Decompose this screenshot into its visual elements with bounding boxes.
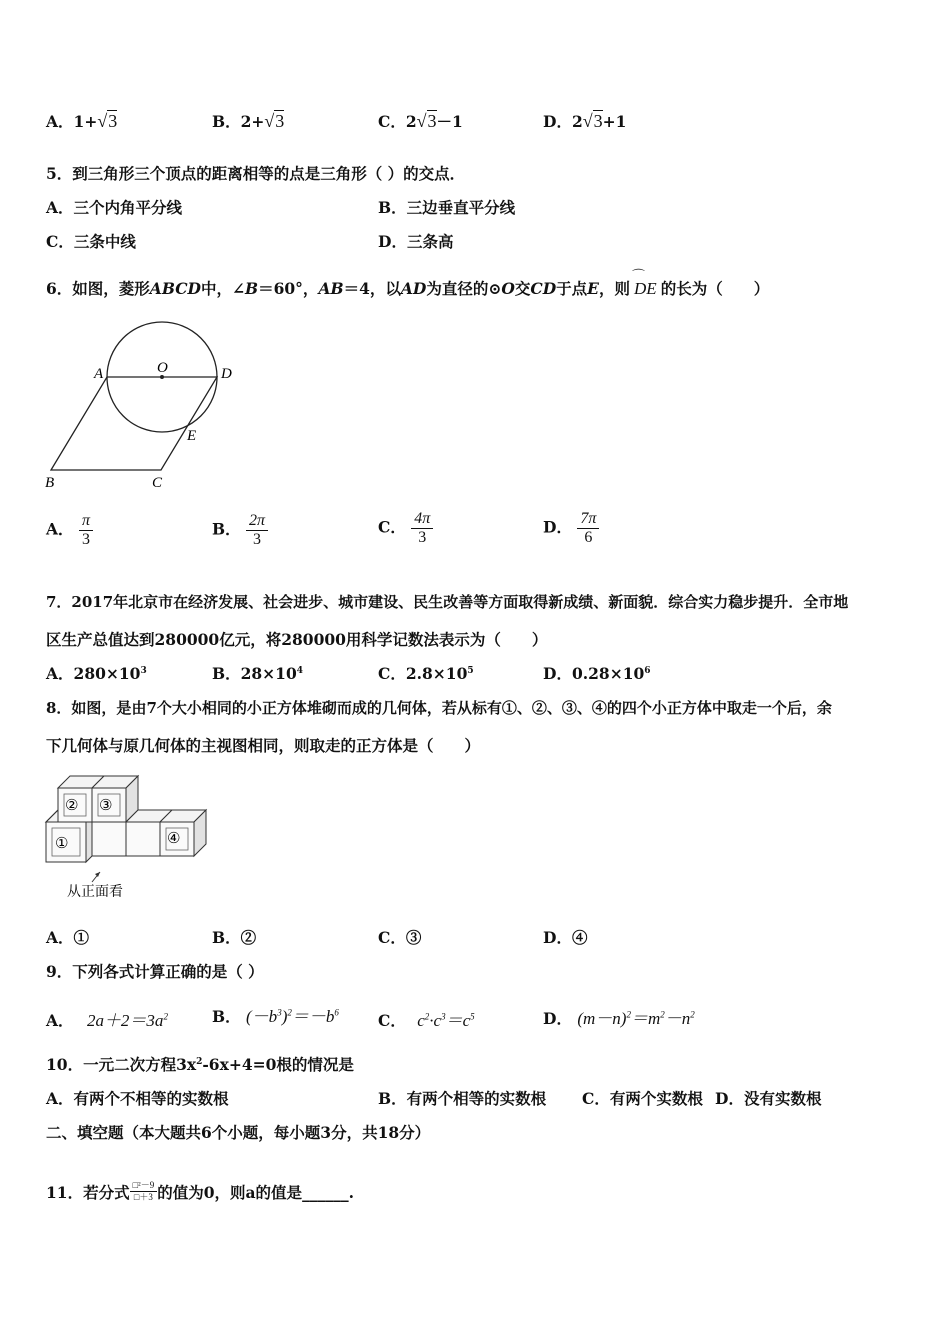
math-var: AD	[400, 279, 427, 298]
exponent: 2	[690, 1009, 695, 1020]
text: 于点	[556, 279, 588, 298]
q10-option-a: A．有两个不相等的实数根	[46, 1089, 229, 1108]
q6-option-a	[46, 512, 93, 549]
expr-part: c	[417, 1011, 425, 1030]
q7-option-a	[46, 662, 147, 684]
math-var: DE	[634, 279, 657, 298]
exponent: 3	[140, 665, 147, 676]
radicand: 3	[593, 111, 603, 131]
q6-option-b	[212, 512, 268, 549]
text: 6．如图，菱形	[46, 279, 150, 298]
option-suffix: －1	[436, 112, 463, 131]
q5-option-c: C．三条中线	[46, 232, 136, 251]
denominator: □＋3	[133, 1192, 153, 1202]
exponent: 2	[660, 1009, 665, 1020]
arc-de	[630, 269, 661, 299]
q9-option-a	[46, 1006, 168, 1031]
label-circle-1: ①	[55, 834, 69, 852]
option-label: A．	[46, 1011, 74, 1030]
expr-part: ＝c	[445, 1011, 471, 1030]
option-label: B．	[212, 1007, 241, 1026]
text: 10．一元二次方程3x	[46, 1055, 197, 1074]
q4-option-b	[212, 110, 284, 132]
option-base: 0.28×10	[571, 664, 645, 683]
sqrt-expression: √3	[416, 111, 437, 131]
math-expression	[417, 1011, 474, 1030]
q9-option-c	[378, 1006, 475, 1031]
math-expression	[577, 1009, 694, 1028]
rhombus-circle-figure	[40, 315, 250, 495]
option-label: D．	[543, 112, 572, 131]
radicand: 3	[275, 111, 285, 131]
radicand: 3	[108, 111, 118, 131]
expr-part: ·c	[429, 1011, 442, 1030]
view-arrow-head	[95, 872, 100, 877]
cube-stack-figure	[40, 770, 215, 900]
q4-option-a	[46, 110, 117, 132]
numerator: 7π	[577, 510, 599, 529]
fraction	[411, 510, 433, 547]
label-a: A	[94, 366, 104, 382]
option-label: A．	[46, 519, 74, 539]
section-heading-fill-in: 二、填空题（本大题共6个小题，每小题3分，共18分）	[46, 1123, 431, 1142]
numerator: 4π	[411, 510, 433, 529]
label-circle-4: ④	[167, 829, 181, 847]
expr-part: (－b	[246, 1007, 278, 1026]
option-label: A．	[46, 664, 74, 683]
option-prefix: 2+	[240, 112, 265, 131]
exponent: 5	[470, 1011, 475, 1022]
q5-option-b: B．三边垂直平分线	[378, 198, 516, 217]
q10-option-d: D．没有实数根	[715, 1089, 822, 1108]
label-circle-2: ②	[65, 796, 79, 814]
text: ＝4，以	[343, 279, 401, 298]
q8-option-b: B．②	[212, 928, 257, 947]
text: 11．若分式	[46, 1183, 130, 1202]
text: 为直径的⊙	[426, 279, 502, 298]
q8-stem-line1: 8．如图，是由7个大小相同的小正方体堆砌而成的几何体，若从标有①、②、③、④的四个小正方体中取走一个后，余	[46, 699, 832, 717]
math-var: B	[245, 279, 259, 298]
q11-stem	[46, 1180, 354, 1203]
q5-stem: 5．到三角形三个顶点的距离相等的点是三角形（ ）的交点．	[46, 164, 466, 183]
exponent: 2	[163, 1011, 168, 1022]
label-e: E	[187, 428, 197, 444]
exponent: 6	[644, 665, 651, 676]
text: -6x+4=0根的情况是	[202, 1055, 354, 1074]
denominator: 3	[253, 531, 262, 548]
text: 的值为0，则a的值是	[157, 1183, 303, 1202]
option-label: D．	[543, 664, 572, 683]
label-c: C	[152, 475, 163, 491]
cube1-side	[86, 822, 92, 862]
q4-option-c	[378, 110, 463, 132]
view-label: 从正面看	[67, 884, 123, 900]
fraction	[577, 510, 599, 547]
exponent: 2	[196, 1056, 203, 1067]
exponent: 3	[441, 1011, 446, 1022]
expr-part: (m－n)	[577, 1009, 627, 1028]
exponent: 6	[334, 1007, 339, 1018]
math-var: CD	[530, 279, 557, 298]
fraction	[246, 512, 268, 549]
q10-option-c: C．有两个实数根	[582, 1089, 703, 1108]
exponent: 2	[626, 1009, 631, 1020]
cube-mid-front-a	[92, 822, 126, 856]
option-label: D．	[543, 1009, 572, 1028]
q10-stem	[46, 1053, 354, 1075]
denominator: 3	[418, 529, 427, 546]
q7-stem-line1: 7．2017年北京市在经济发展、社会进步、城市建设、民生改善等方面取得新成绩、新面貌．综合实力稳步提升．全市地	[46, 593, 849, 611]
numerator: □²－9	[130, 1180, 158, 1192]
fraction	[79, 512, 93, 549]
q8-stem-line2: 下几何体与原几何体的主视图相同，则取走的正方体是（ ）	[46, 736, 481, 755]
cube-mid-front-b	[126, 822, 160, 856]
expr-part: 2a＋2＝3a	[86, 1011, 164, 1030]
math-var: O	[501, 279, 515, 298]
option-label: B．	[212, 664, 241, 683]
label-o: O	[157, 360, 168, 376]
text: 的长为（ ）	[660, 279, 770, 298]
q7-option-d	[543, 662, 651, 684]
exponent: 4	[296, 665, 304, 676]
math-var: ABCD	[149, 279, 201, 298]
sqrt-expression: √3	[97, 111, 118, 131]
math-var: AB	[318, 279, 344, 298]
text: 中，∠	[201, 279, 245, 298]
q7-stem-line2: 区生产总值达到280000亿元，将280000用科学记数法表示为（ ）	[46, 630, 548, 649]
text: ，则	[599, 279, 631, 298]
option-label: C．	[378, 517, 406, 537]
q6-option-c	[378, 510, 433, 547]
option-label: B．	[212, 519, 241, 539]
option-label: C．	[378, 112, 406, 131]
option-prefix: 1+	[73, 112, 98, 131]
option-base: 28×10	[240, 664, 297, 683]
text: 交	[514, 279, 531, 298]
q8-option-d: D．④	[543, 928, 588, 947]
q6-stem	[46, 269, 770, 299]
label-circle-3: ③	[99, 796, 113, 814]
label-b: B	[45, 475, 55, 491]
option-label: B．	[212, 112, 241, 131]
math-expression	[87, 1011, 168, 1030]
q8-option-a: A．①	[46, 928, 90, 947]
q6-option-d	[543, 510, 599, 547]
exponent: 2	[287, 1007, 292, 1018]
q10-option-b: B．有两个相等的实数根	[378, 1089, 547, 1108]
math-expression	[246, 1007, 339, 1026]
denominator: 3	[81, 531, 90, 548]
q9-option-b	[212, 1002, 339, 1027]
expr-part: )	[281, 1007, 288, 1026]
q5-option-a: A．三个内角平分线	[46, 198, 183, 217]
sqrt-expression: √3	[582, 111, 603, 131]
expr-part: ＝－b	[291, 1007, 335, 1026]
answer-blank[interactable]: ______	[302, 1183, 349, 1202]
sqrt-expression: √3	[264, 111, 285, 131]
numerator: 2π	[246, 512, 268, 531]
option-prefix: 2	[405, 112, 417, 131]
q8-option-c: C．③	[378, 928, 422, 947]
q7-option-c	[378, 662, 474, 684]
option-label: A．	[46, 112, 74, 131]
exponent: 3	[277, 1007, 282, 1018]
exponent: 2	[424, 1011, 430, 1022]
exponent: 5	[467, 665, 474, 676]
fraction	[130, 1180, 158, 1203]
expr-part: ＝m	[630, 1009, 661, 1028]
expr-part: －n	[664, 1009, 691, 1028]
option-label: C．	[378, 664, 406, 683]
q7-option-b	[212, 662, 303, 684]
option-label: C．	[378, 1011, 406, 1030]
option-suffix: +1	[602, 112, 627, 131]
denominator: 6	[584, 529, 593, 546]
q9-option-d	[543, 1004, 695, 1029]
radicand: 3	[427, 111, 437, 131]
arc-mark: ⌒	[632, 269, 646, 284]
math-var: E	[587, 279, 599, 298]
option-prefix: 2	[571, 112, 583, 131]
q9-stem: 9．下列各式计算正确的是（ ）	[46, 962, 264, 981]
numerator: π	[79, 512, 93, 531]
option-label: D．	[543, 517, 572, 537]
text: .	[348, 1183, 354, 1202]
option-base: 280×10	[73, 664, 141, 683]
label-d: D	[221, 366, 232, 382]
q4-option-d	[543, 110, 626, 132]
text: ＝60°，	[258, 279, 319, 298]
option-base: 2.8×10	[405, 664, 468, 683]
q5-option-d: D．三条高	[378, 232, 454, 251]
